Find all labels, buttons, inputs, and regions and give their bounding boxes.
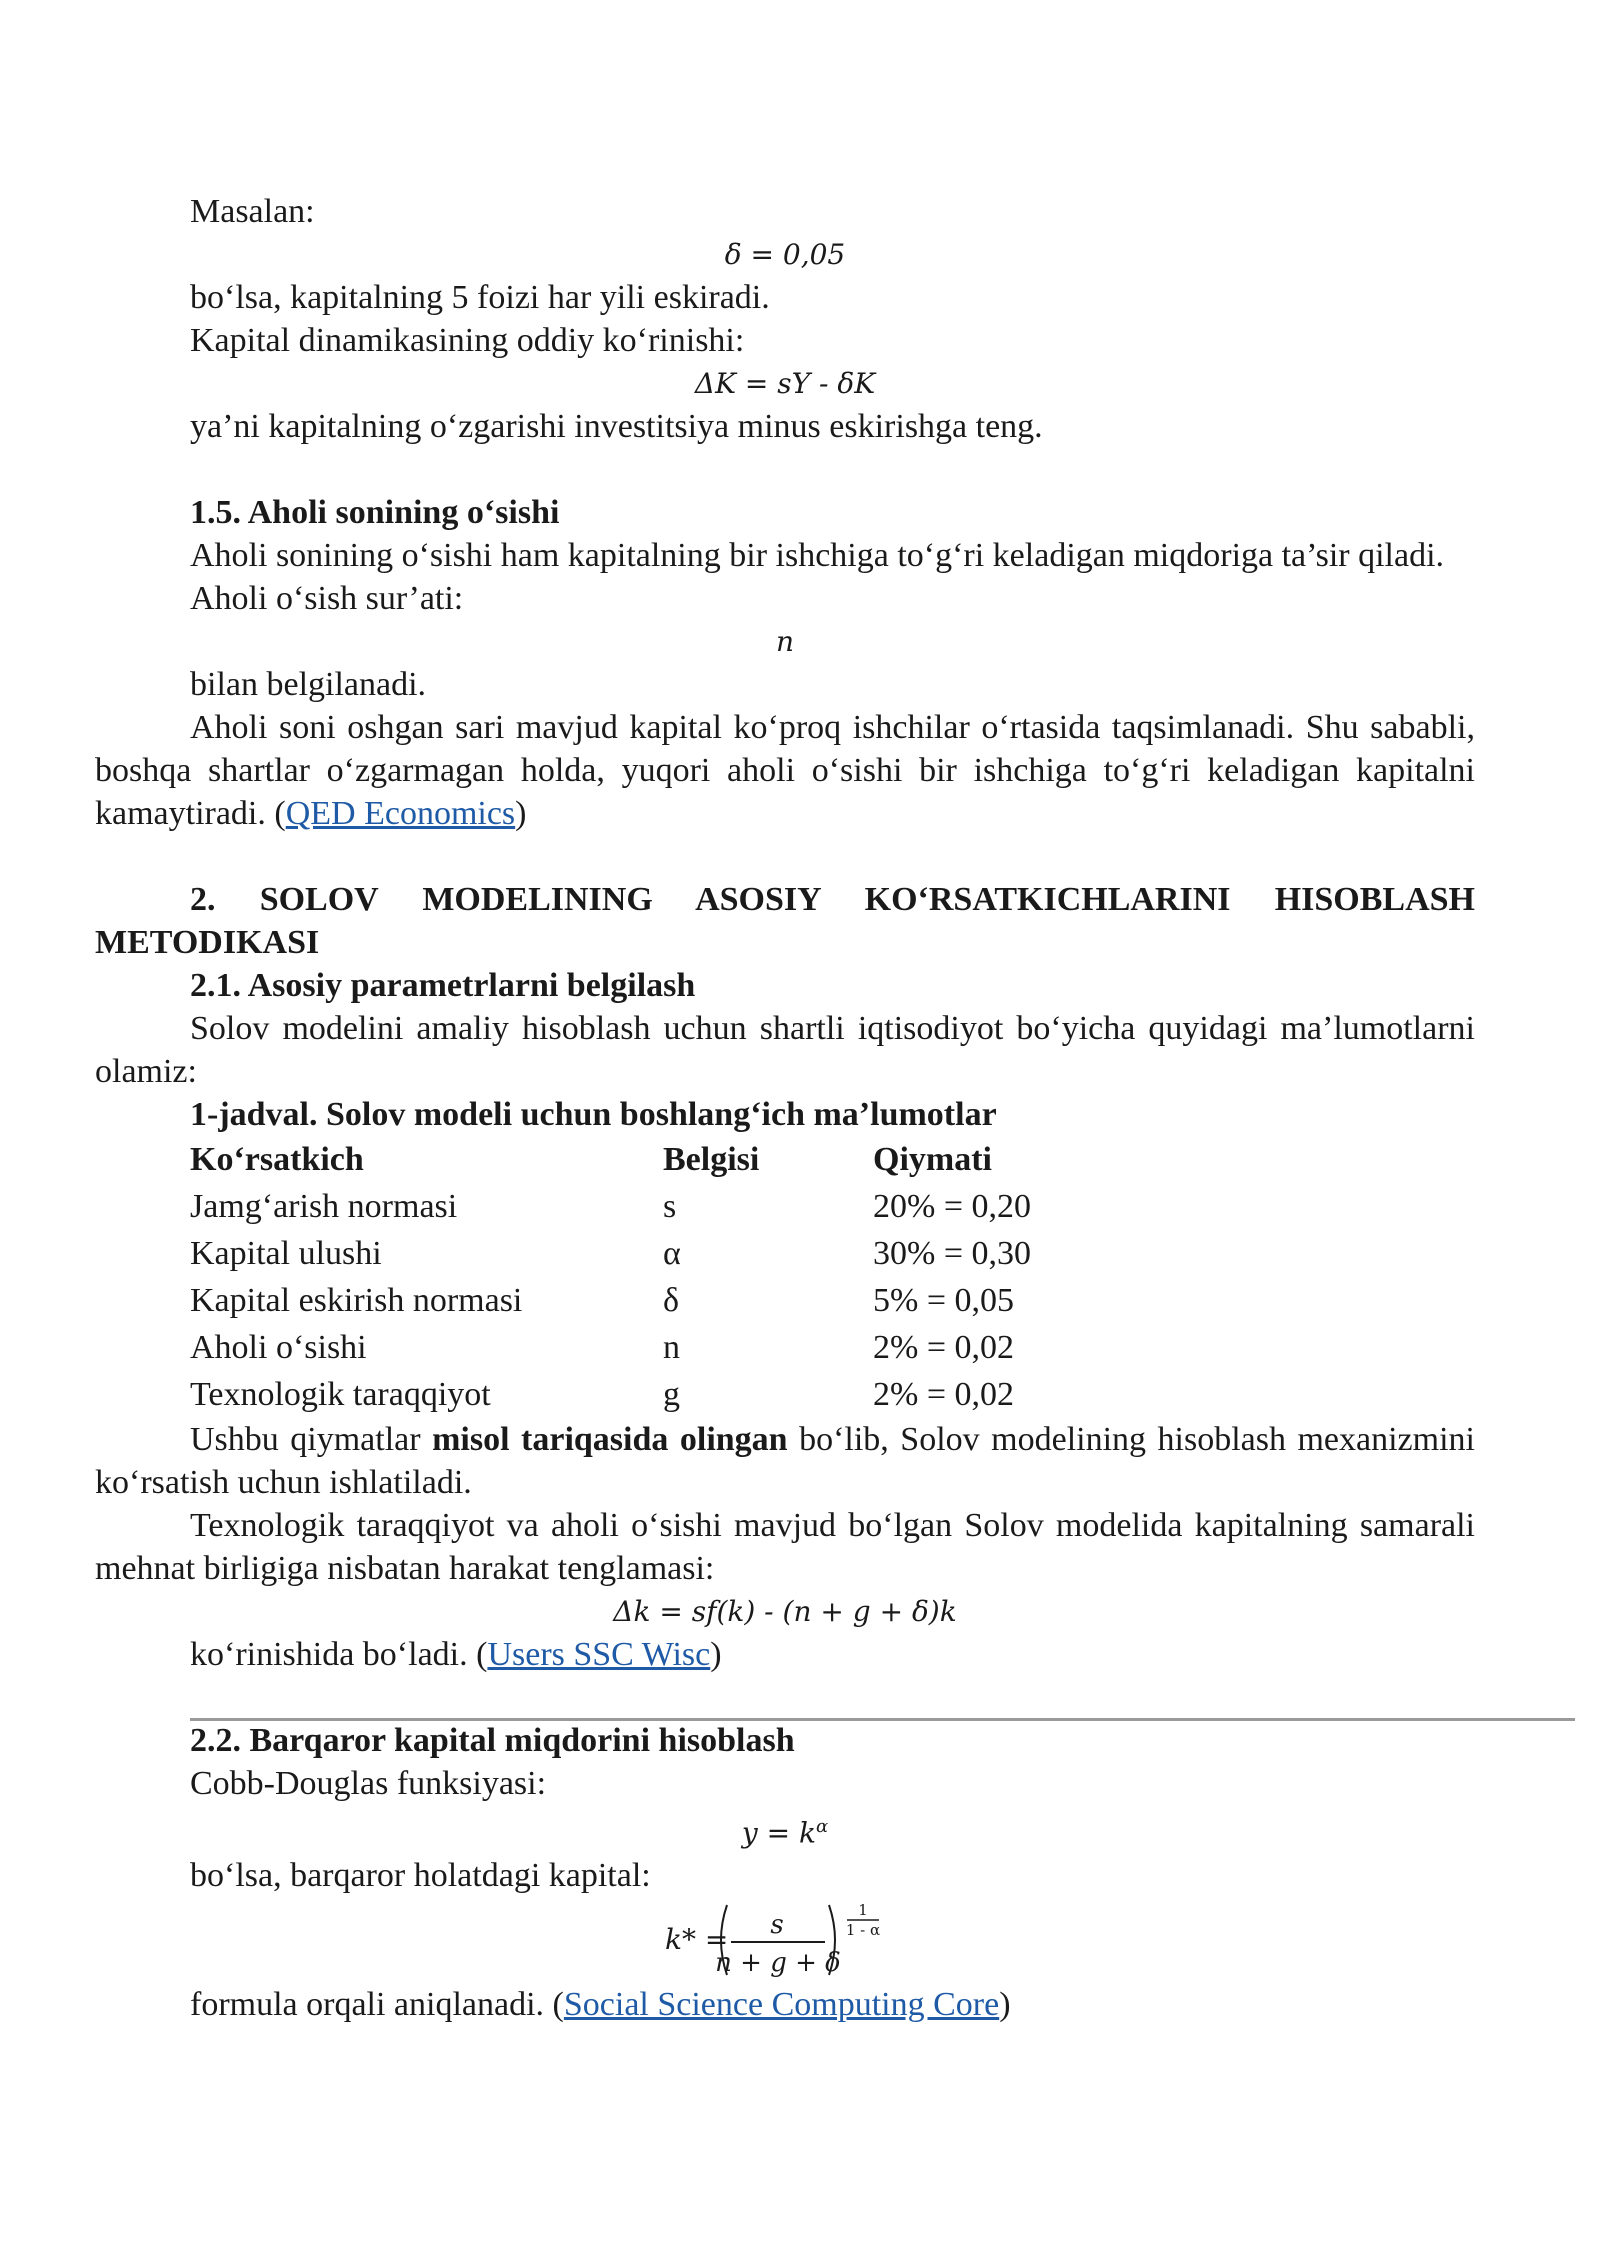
- table-caption: 1-jadval. Solov modeli uchun boshlang‘ich ma’lumotlar: [190, 1096, 997, 1133]
- cell-value: 2% = 0,02: [873, 1329, 1014, 1366]
- cell-value: 30% = 0,30: [873, 1235, 1031, 1272]
- formula-steady-state-capital: [95, 1897, 1475, 1983]
- paragraph-meaning: ya’ni kapitalning o‘zgarishi investitsiya minus eskirishga teng.: [190, 408, 1043, 445]
- link-users-ssc-wisc[interactable]: Users SSC Wisc: [487, 1636, 711, 1673]
- paragraph-denoted: bilan belgilanadi.: [190, 666, 427, 703]
- paragraph-motion-equation: Texnologik taraqqiyot va aholi o‘sishi mavjud bo‘lgan Solov modelida kapitalning samarali mehnat birligiga nisbatan harakat tenglamasi:: [95, 1507, 1475, 1587]
- header-value: Qiymati: [873, 1141, 992, 1178]
- cell-value: 2% = 0,02: [873, 1376, 1014, 1413]
- paragraph-example-values: Ushbu qiymatlar misol tariqasida olingan bo‘lib, Solov modelining hisoblash mexanizmini ko‘rsatish uchun ishlatiladi.: [95, 1421, 1475, 1501]
- cell-value: 5% = 0,05: [873, 1282, 1014, 1319]
- table-header-row: [190, 1136, 1173, 1183]
- heading-2-1: 2.1. Asosiy parametrlarni belgilash: [190, 967, 696, 1004]
- heading-1-5: 1.5. Aholi sonining o‘sishi: [190, 494, 560, 531]
- bold-phrase: misol tariqasida olingan: [432, 1421, 788, 1458]
- cell-indicator: Kapital eskirish normasi: [190, 1282, 523, 1319]
- cell-symbol: n: [663, 1329, 680, 1366]
- formula-lhs: k* =: [665, 1923, 729, 1957]
- formula-exp-numerator: 1: [858, 1901, 868, 1920]
- table-row: [190, 1230, 1173, 1277]
- heading-section-2: 2. SOLOV MODELINING ASOSIY KO‘RSATKICHLARINI HISOBLASH METODIKASI: [95, 881, 1475, 961]
- paragraph-steady-state: bo‘lsa, barqaror holatdagi kapital:: [190, 1857, 651, 1895]
- table-row: [190, 1183, 1173, 1230]
- cell-value: 20% = 0,20: [873, 1188, 1031, 1225]
- document-page: [95, 190, 1475, 2026]
- paragraph-capital-dynamics: Kapital dinamikasining oddiy ko‘rinishi:: [190, 322, 745, 359]
- link-qed-economics[interactable]: QED Economics: [285, 795, 516, 832]
- paragraph-depreciation: bo‘lsa, kapitalning 5 foizi har yili eskiradi.: [190, 279, 770, 316]
- cell-symbol: s: [663, 1188, 677, 1225]
- formula-n: n: [775, 625, 795, 658]
- cell-indicator: Texnologik taraqqiyot: [190, 1376, 491, 1413]
- paragraph-form: ko‘rinishida bo‘ladi. (Users SSC Wisc): [190, 1636, 722, 1673]
- cell-symbol: g: [663, 1376, 680, 1413]
- formula-exp-denominator: 1 - α: [845, 1921, 881, 1940]
- formula-numerator: s: [770, 1910, 784, 1941]
- table-row: [190, 1324, 1173, 1371]
- table-row: [190, 1277, 1173, 1324]
- formula-production: $y = k^\alpha$: [741, 1816, 829, 1850]
- table-row: [190, 1371, 1173, 1418]
- paragraph-formula-defined: formula orqali aniqlanadi. (Social Science Computing Core): [190, 1986, 1011, 2024]
- paragraph-population-capital: Aholi soni oshgan sari mavjud kapital ko‘proq ishchilar o‘rtasida taqsimlanadi. Shu sababli, boshqa shartlar o‘zgarmagan holda, yuqori aholi o‘sishi bir ishchiga to‘g‘ri keladigan kapitalni kamaytiradi. (QED Economics): [95, 709, 1475, 832]
- formula-denominator: n + g + δ: [715, 1948, 841, 1979]
- paragraph-masalan: Masalan:: [190, 193, 315, 230]
- formula-capital-change: ΔK = sY - δK: [694, 367, 876, 400]
- cell-indicator: Kapital ulushi: [190, 1235, 382, 1272]
- cell-symbol: α: [663, 1235, 681, 1272]
- header-indicator: Ko‘rsatkich: [190, 1141, 364, 1178]
- paragraph-growth-rate: Aholi o‘sish sur’ati:: [190, 580, 464, 617]
- formula-delta: δ = 0,05: [724, 238, 846, 271]
- heading-2-2: 2.2. Barqaror kapital miqdorini hisoblash: [190, 1722, 795, 1759]
- cell-indicator: Aholi o‘sishi: [190, 1329, 367, 1366]
- link-social-science-computing-core[interactable]: Social Science Computing Core: [563, 1986, 1000, 2024]
- cell-indicator: Jamg‘arish normasi: [190, 1188, 458, 1225]
- paragraph-cobb-douglas: Cobb-Douglas funksiyasi:: [190, 1765, 547, 1802]
- horizontal-divider: [190, 1718, 1575, 1721]
- paragraph-solov-data: Solov modelini amaliy hisoblash uchun shartli iqtisodiyot bo‘yicha quyidagi ma’lumotlarni olamiz:: [95, 1010, 1475, 1090]
- formula-capital-motion: Δk = sf(k) - (n + g + δ)k: [613, 1595, 957, 1628]
- header-symbol: Belgisi: [663, 1141, 760, 1178]
- parameters-table: [190, 1136, 1173, 1418]
- paragraph-population-effect: Aholi sonining o‘sishi ham kapitalning bir ishchiga to‘g‘ri keladigan miqdoriga ta’sir qiladi.: [190, 537, 1445, 574]
- cell-symbol: δ: [663, 1282, 680, 1319]
